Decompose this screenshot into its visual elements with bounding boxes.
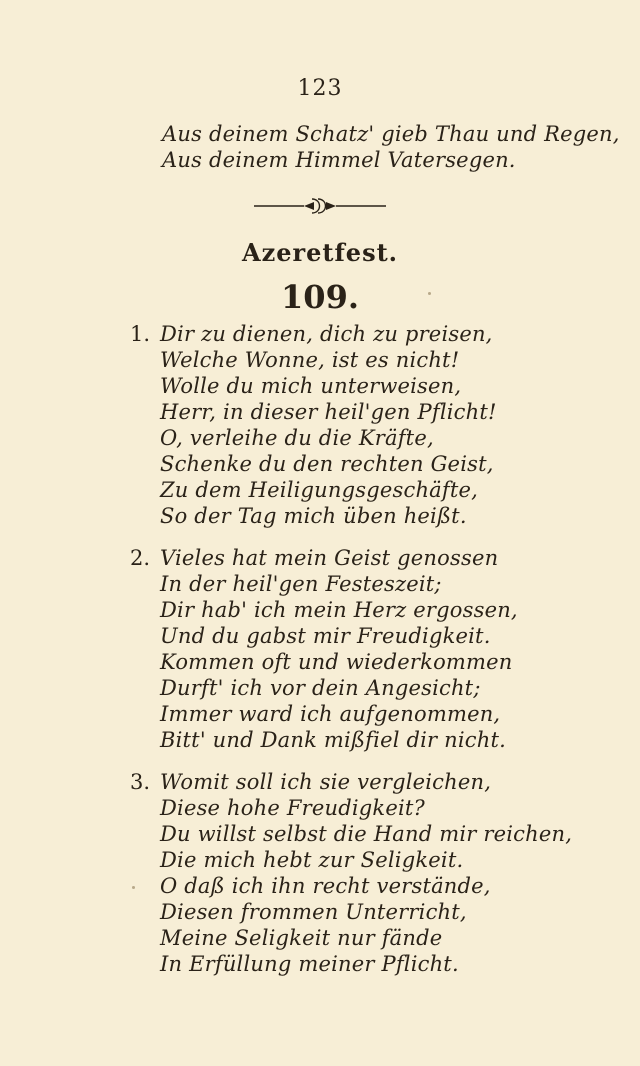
stanza-line: Welche Wonne, ist es nicht! (160, 348, 460, 372)
section-title: Azeretfest. (241, 238, 399, 267)
stanza-line: Die mich hebt zur Seligkeit. (160, 848, 464, 872)
stanza-line: Diese hohe Freudigkeit? (160, 796, 425, 820)
stanza-line: Herr, in dieser heil'gen Pflicht! (160, 400, 497, 424)
stanza-line: Diesen frommen Unterricht, (160, 900, 467, 924)
stanza-line: Dir zu dienen, dich zu preisen, (160, 322, 493, 346)
stanza-line: Zu dem Heiligungsgeschäfte, (160, 478, 479, 502)
stanza-line: Meine Seligkeit nur fände (160, 926, 443, 950)
stanza-line: Womit soll ich sie vergleichen, (160, 770, 492, 794)
ornament-divider-icon (252, 196, 388, 216)
stanza-line: In der heil'gen Festeszeit; (160, 572, 442, 596)
stanza-line: O daß ich ihn recht verstände, (160, 874, 491, 898)
stanza-line: Immer ward ich aufgenommen, (160, 702, 501, 726)
previous-stanza-line: Aus deinem Himmel Vatersegen. (162, 148, 516, 172)
page-number: 123 (297, 76, 343, 101)
stanza-line: Du willst selbst die Hand mir reichen, (160, 822, 573, 846)
stanza-line: Schenke du den rechten Geist, (160, 452, 494, 476)
stanza-line: Wolle du mich unterweisen, (160, 374, 462, 398)
previous-stanza-line: Aus deinem Schatz' gieb Thau und Regen, (162, 122, 620, 146)
stanza-line: In Erfüllung meiner Pflicht. (160, 952, 459, 976)
hymn-number: 109. (281, 278, 359, 316)
stanza-line: Dir hab' ich mein Herz ergossen, (160, 598, 518, 622)
stanza-line: So der Tag mich üben heißt. (160, 504, 467, 528)
stanza-line: O, verleihe du die Kräfte, (160, 426, 434, 450)
stanza-number: 2. (130, 546, 151, 570)
stanza-line: Und du gabst mir Freudigkeit. (160, 624, 491, 648)
stanza-number: 3. (130, 770, 151, 794)
paper-speck (132, 886, 135, 889)
stanza-line: Bitt' und Dank mißfiel dir nicht. (160, 728, 507, 752)
paper-speck (428, 292, 431, 295)
stanza-line: Kommen oft und wiederkommen (160, 650, 513, 674)
stanza-line: Vieles hat mein Geist genossen (160, 546, 499, 570)
stanza-line: Durft' ich vor dein Angesicht; (160, 676, 481, 700)
stanza-number: 1. (130, 322, 151, 346)
